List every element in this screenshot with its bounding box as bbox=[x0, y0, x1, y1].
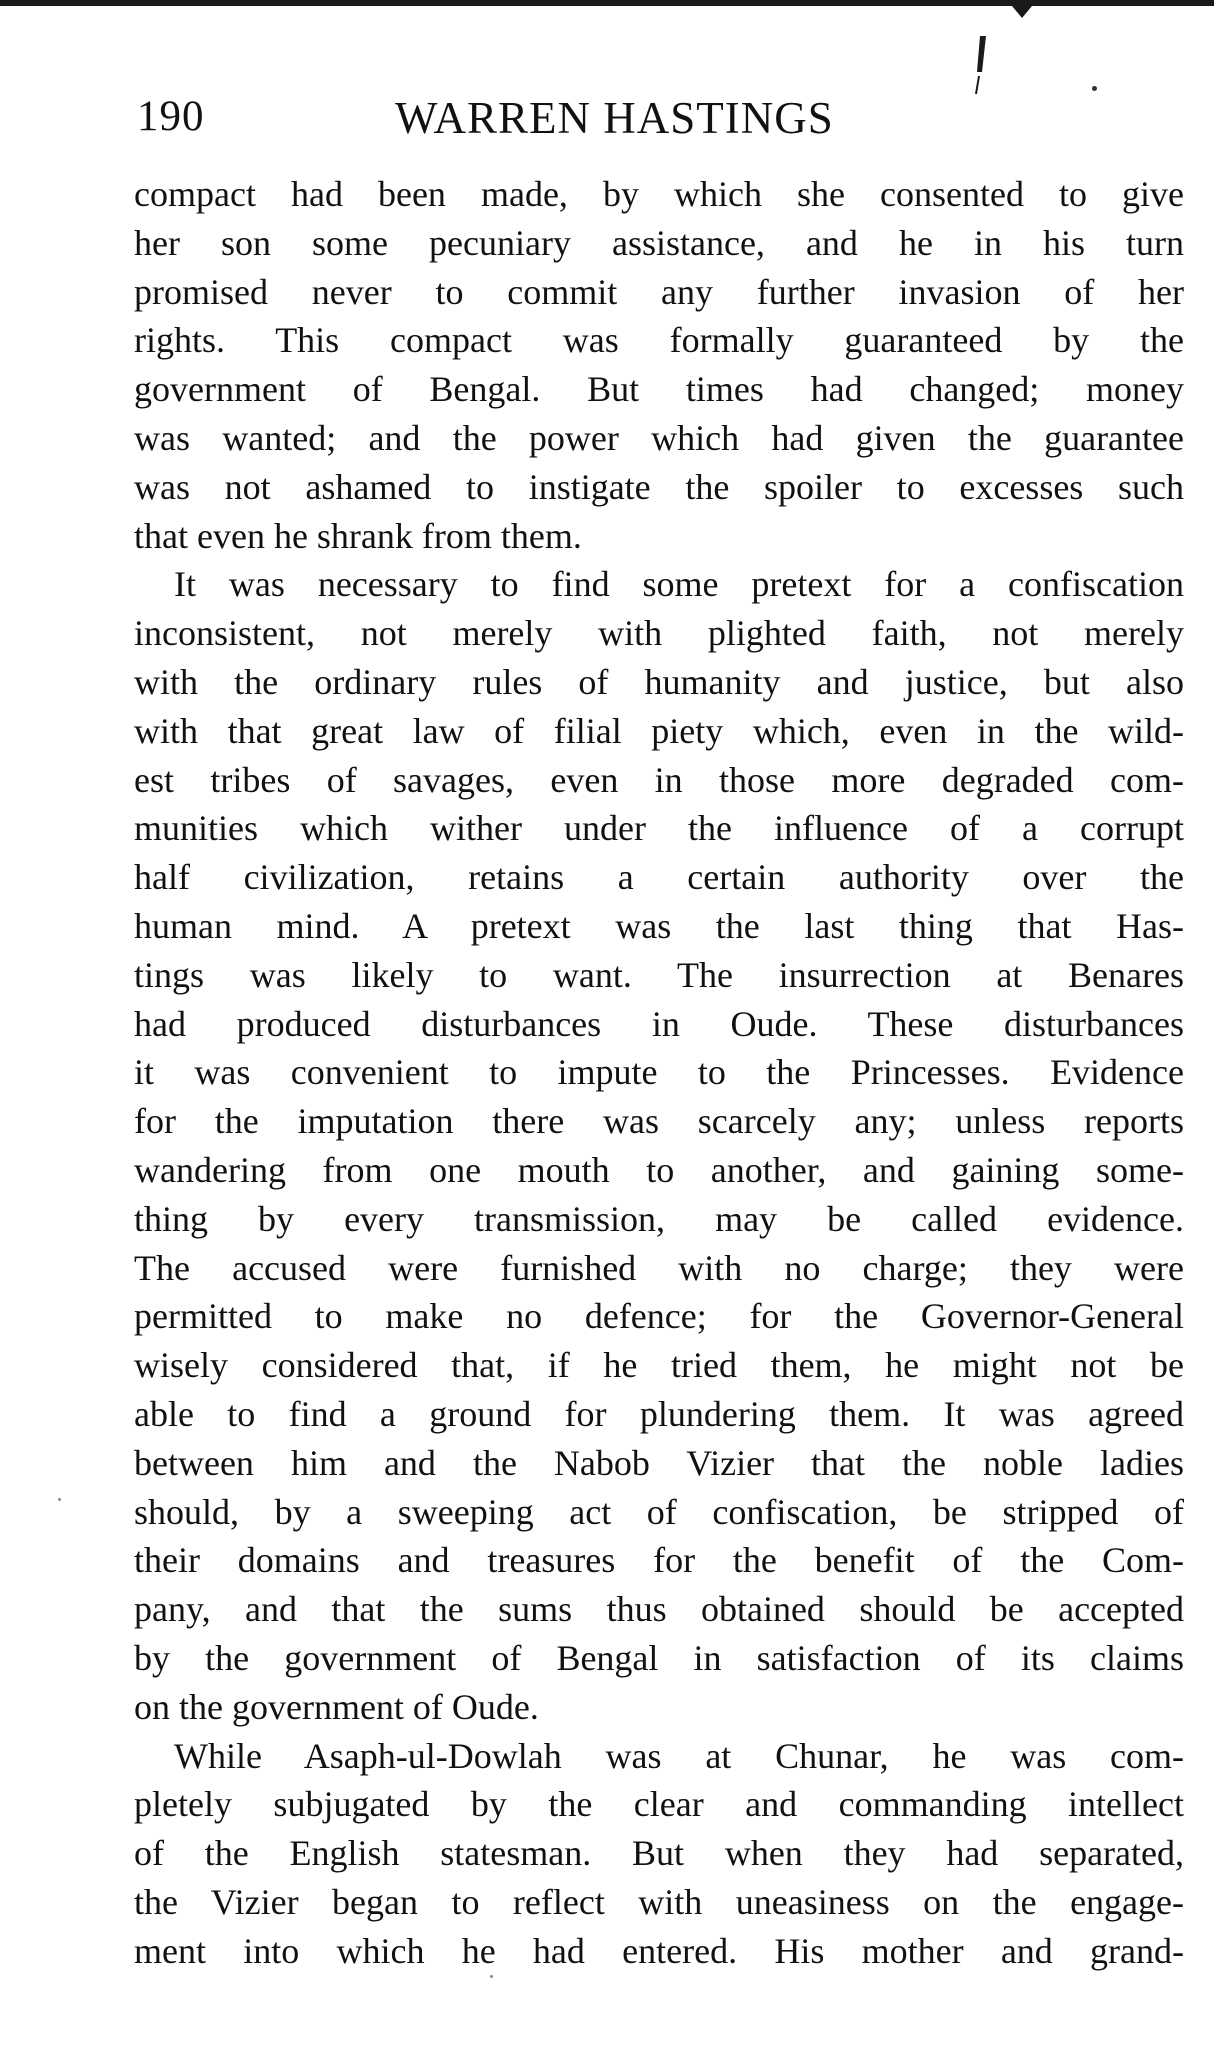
text-line: rights. This compact was formally guaranteed by the bbox=[134, 320, 1184, 361]
text-line: tings was likely to want. The insurrection at Benares bbox=[134, 954, 1184, 995]
text-line: that even he shrank from them. bbox=[134, 515, 582, 556]
text-line: inconsistent, not merely with plighted faith, not merely bbox=[134, 613, 1184, 654]
text-line: by the government of Bengal in satisfaction of its claims bbox=[134, 1637, 1184, 1678]
paragraph-2 bbox=[134, 560, 1184, 1731]
body-text bbox=[134, 170, 1184, 1975]
text-line: While Asaph-ul-Dowlah was at Chunar, he was com- bbox=[174, 1735, 1184, 1776]
text-line: it was convenient to impute to the Princesses. Evidence bbox=[134, 1052, 1184, 1093]
text-line: with the ordinary rules of humanity and justice, but also bbox=[134, 661, 1184, 702]
page-header bbox=[137, 92, 1087, 152]
text-line: munities which wither under the influence of a corrupt bbox=[134, 808, 1184, 849]
text-line: permitted to make no defence; for the Governor-General bbox=[134, 1296, 1184, 1337]
paragraph-3 bbox=[134, 1732, 1184, 1976]
text-line: their domains and treasures for the benefit of the Com- bbox=[134, 1540, 1184, 1581]
text-line: should, by a sweeping act of confiscation, be stripped of bbox=[134, 1491, 1184, 1532]
text-line: The accused were furnished with no charge; they were bbox=[134, 1247, 1184, 1288]
text-line: the Vizier began to reflect with uneasiness on the engage- bbox=[134, 1881, 1184, 1922]
page-number: 190 bbox=[137, 93, 205, 140]
text-line: pletely subjugated by the clear and commanding intellect bbox=[134, 1784, 1184, 1825]
text-line: government of Bengal. But times had changed; money bbox=[134, 369, 1184, 410]
text-line: on the government of Oude. bbox=[134, 1686, 539, 1727]
text-line: was not ashamed to instigate the spoiler to excesses such bbox=[134, 466, 1184, 507]
text-line: of the English statesman. But when they had separated, bbox=[134, 1833, 1184, 1874]
text-line: ment into which he had entered. His mother and grand- bbox=[134, 1930, 1184, 1971]
text-line: had produced disturbances in Oude. These disturbances bbox=[134, 1003, 1184, 1044]
corner-mark bbox=[1012, 6, 1032, 18]
text-line: wandering from one mouth to another, and gaining some- bbox=[134, 1149, 1184, 1190]
text-line: It was necessary to find some pretext for a confiscation bbox=[174, 564, 1184, 605]
text-line: half civilization, retains a certain authority over the bbox=[134, 857, 1184, 898]
text-line: able to find a ground for plundering them. It was agreed bbox=[134, 1393, 1184, 1434]
running-head: WARREN HASTINGS bbox=[395, 93, 834, 143]
text-line: thing by every transmission, may be called evidence. bbox=[134, 1198, 1184, 1239]
text-line: her son some pecuniary assistance, and he in his turn bbox=[134, 222, 1184, 263]
text-line: promised never to commit any further invasion of her bbox=[134, 271, 1184, 312]
ink-speck bbox=[58, 1498, 61, 1501]
text-line: for the imputation there was scarcely any; unless reports bbox=[134, 1101, 1184, 1142]
text-line: human mind. A pretext was the last thing that Has- bbox=[134, 905, 1184, 946]
text-line: wisely considered that, if he tried them, he might not be bbox=[134, 1345, 1184, 1386]
text-line: pany, and that the sums thus obtained should be accepted bbox=[134, 1589, 1184, 1630]
text-line: with that great law of filial piety which, even in the wild- bbox=[134, 710, 1184, 751]
ink-speck bbox=[1092, 86, 1097, 91]
paragraph-1 bbox=[134, 170, 1184, 560]
text-line: compact had been made, by which she consented to give bbox=[134, 174, 1184, 214]
text-line: est tribes of savages, even in those more degraded com- bbox=[134, 759, 1184, 800]
text-line: was wanted; and the power which had given the guarantee bbox=[134, 417, 1184, 458]
ink-mark-icon bbox=[966, 28, 996, 98]
text-line: between him and the Nabob Vizier that the noble ladies bbox=[134, 1442, 1184, 1483]
